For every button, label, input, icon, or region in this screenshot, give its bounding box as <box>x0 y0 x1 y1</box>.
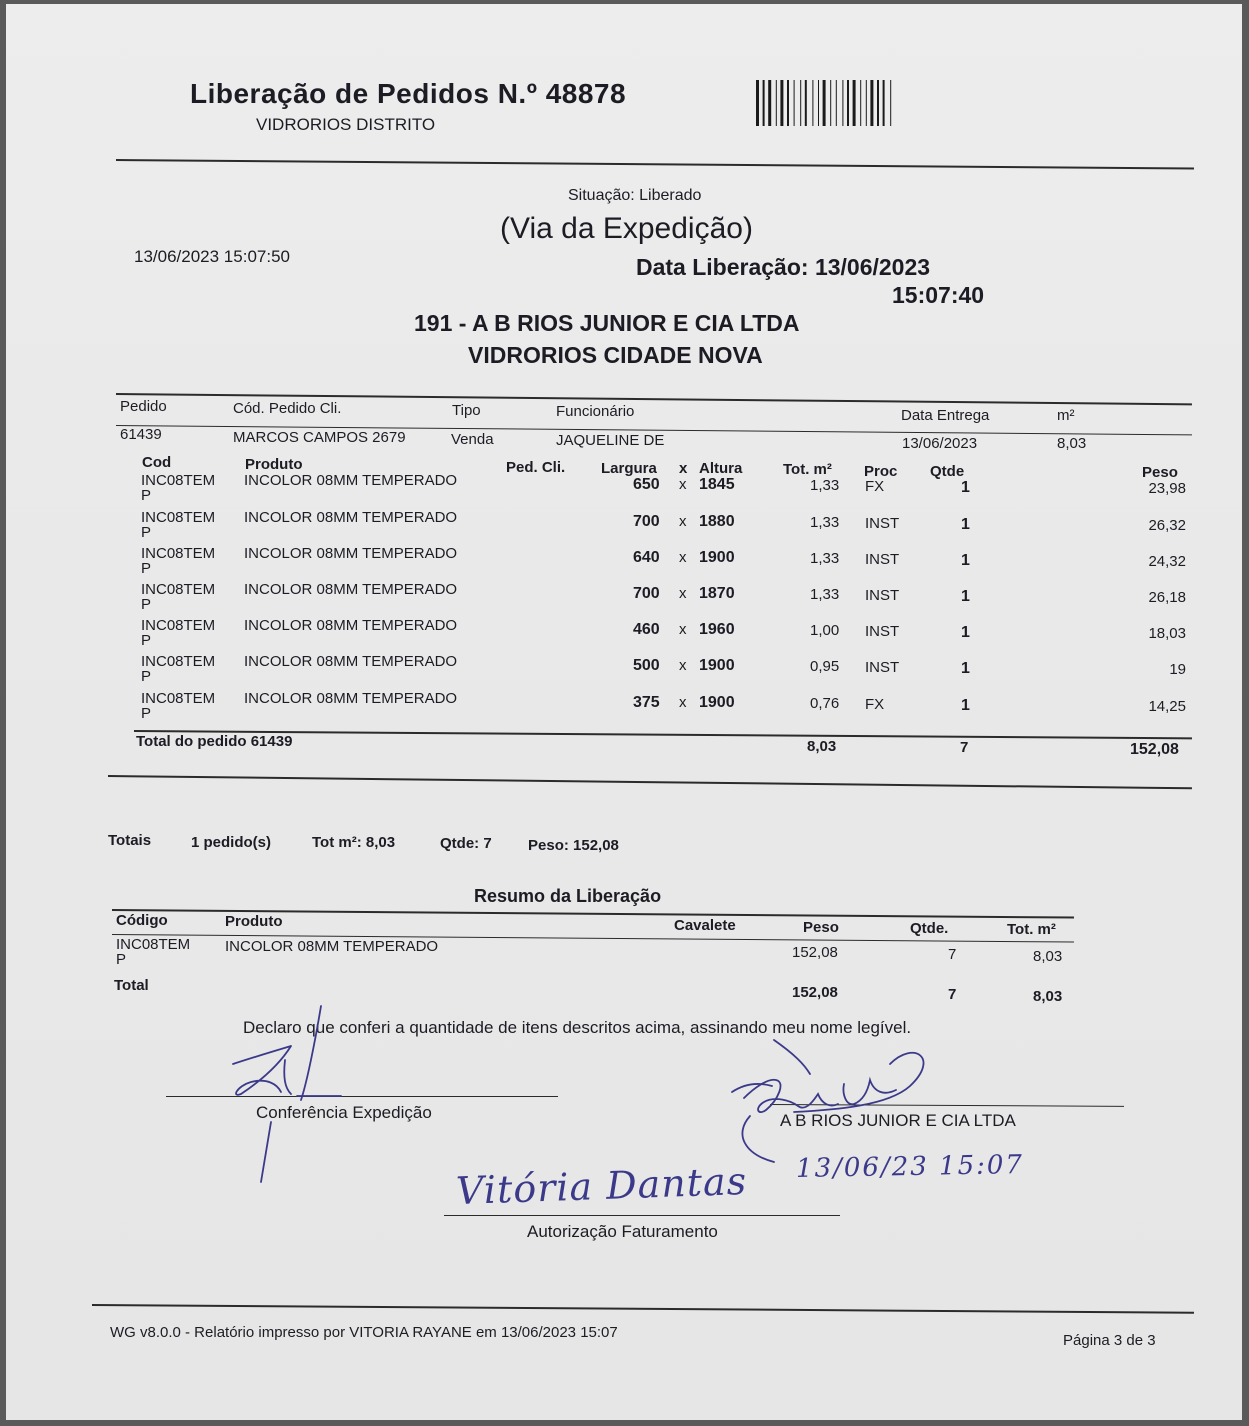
item-proc: INST <box>865 587 900 604</box>
conference-label: Conferência Expedição <box>256 1103 432 1122</box>
summary-row-product: INCOLOR 08MM TEMPERADO <box>225 938 439 955</box>
company-subtitle: VIDRORIOS DISTRITO <box>256 115 436 134</box>
summary-row-code: INC08TEM <box>116 936 191 953</box>
client-signature-label: A B RIOS JUNIOR E CIA LTDA <box>780 1111 1016 1130</box>
item-tot-m2: 1,33 <box>810 514 840 531</box>
order-delivery-date: 13/06/2023 <box>902 435 978 452</box>
item-altura: 1960 <box>699 621 735 638</box>
items-col-cod: Cod <box>142 454 172 471</box>
item-proc: INST <box>865 551 900 568</box>
col-pedido: Pedido <box>120 398 167 415</box>
item-produto: INCOLOR 08MM TEMPERADO <box>244 617 458 634</box>
item-peso: 18,03 <box>1148 625 1186 642</box>
order-total-qtde: 7 <box>960 739 969 756</box>
item-peso: 24,32 <box>1148 553 1186 570</box>
item-tot-m2: 0,95 <box>810 658 840 675</box>
item-cod2: P <box>141 632 152 649</box>
item-cod1: INC08TEM <box>141 545 216 562</box>
item-largura: 700 <box>633 513 660 530</box>
items-col-qtde: Qtde <box>930 463 965 480</box>
document-page <box>6 4 1242 1420</box>
totals-label: Totais <box>108 832 152 849</box>
order-type: Venda <box>451 431 494 448</box>
release-time: 15:07:40 <box>892 282 985 308</box>
item-peso: 14,25 <box>1148 698 1186 715</box>
client-signature <box>714 1034 984 1174</box>
item-proc: FX <box>865 696 885 713</box>
item-cod2: P <box>141 668 152 685</box>
summary-col-qtde: Qtde. <box>910 920 949 937</box>
footer-line <box>92 1304 1194 1314</box>
customer-store: VIDRORIOS CIDADE NOVA <box>468 342 763 368</box>
totals-peso: Peso: 152,08 <box>528 837 619 854</box>
order-employee: JAQUELINE DE <box>556 432 665 449</box>
order-bottom-line <box>108 775 1192 789</box>
item-largura: 650 <box>633 476 660 493</box>
item-tot-m2: 1,33 <box>810 586 840 603</box>
item-x: x <box>679 694 687 711</box>
item-largura: 375 <box>633 694 660 711</box>
summary-col-cavalete: Cavalete <box>674 917 736 934</box>
col-cod-pedido-cli: Cód. Pedido Cli. <box>233 400 342 417</box>
summary-row-m2: 8,03 <box>1033 948 1063 965</box>
item-x: x <box>679 549 687 566</box>
order-m2: 8,03 <box>1057 435 1087 452</box>
item-cod2: P <box>141 705 152 722</box>
item-cod1: INC08TEM <box>141 653 216 670</box>
item-qtde: 1 <box>961 660 970 677</box>
item-proc: INST <box>865 659 900 676</box>
col-funcionario: Funcionário <box>556 403 635 420</box>
item-cod1: INC08TEM <box>141 690 216 707</box>
handwritten-date: 13/06/23 15:07 <box>795 1150 1025 1184</box>
items-col-ped-cli: Ped. Cli. <box>506 459 566 476</box>
item-cod1: INC08TEM <box>141 509 216 526</box>
summary-total-m2: 8,03 <box>1033 988 1063 1005</box>
item-peso: 26,32 <box>1148 517 1186 534</box>
order-number: 61439 <box>120 426 162 443</box>
item-produto: INCOLOR 08MM TEMPERADO <box>244 653 458 670</box>
item-altura: 1845 <box>699 476 735 493</box>
item-altura: 1900 <box>699 694 735 711</box>
item-largura: 700 <box>633 585 660 602</box>
item-cod1: INC08TEM <box>141 472 216 489</box>
summary-total-qtde: 7 <box>948 986 957 1003</box>
item-cod2: P <box>141 560 152 577</box>
billing-authorization-label: Autorização Faturamento <box>527 1222 718 1241</box>
col-tipo: Tipo <box>452 402 481 419</box>
billing-signature-line <box>444 1215 840 1216</box>
item-qtde: 1 <box>961 516 970 533</box>
item-qtde: 1 <box>961 552 970 569</box>
summary-title: Resumo da Liberação <box>474 886 662 906</box>
item-qtde: 1 <box>961 697 970 714</box>
declaration-text: Declaro que conferi a quantidade de itens descritos acima, assinando meu nome legível. <box>243 1018 912 1037</box>
summary-row-qtde: 7 <box>948 946 957 963</box>
item-produto: INCOLOR 08MM TEMPERADO <box>244 472 458 489</box>
items-col-tot-m2: Tot. m² <box>783 461 832 478</box>
item-largura: 640 <box>633 549 660 566</box>
conference-signature <box>211 1002 351 1192</box>
col-data-entrega: Data Entrega <box>901 407 990 424</box>
item-produto: INCOLOR 08MM TEMPERADO <box>244 509 458 526</box>
item-qtde: 1 <box>961 479 970 496</box>
item-qtde: 1 <box>961 588 970 605</box>
item-cod2: P <box>141 596 152 613</box>
summary-total-label: Total <box>114 977 149 994</box>
summary-col-codigo: Código <box>116 912 168 929</box>
item-proc: FX <box>865 478 885 495</box>
order-total-peso: 152,08 <box>1130 741 1179 758</box>
billing-handwritten-signature: Vitória Dantas <box>455 1158 748 1214</box>
items-col-largura: Largura <box>601 460 657 477</box>
item-produto: INCOLOR 08MM TEMPERADO <box>244 581 458 598</box>
totals-qtde: Qtde: 7 <box>440 835 492 852</box>
summary-col-tot-m2: Tot. m² <box>1007 921 1056 938</box>
item-cod2: P <box>141 487 152 504</box>
summary-row-peso: 152,08 <box>792 944 838 961</box>
item-cod1: INC08TEM <box>141 617 216 634</box>
items-col-produto: Produto <box>245 456 303 473</box>
item-x: x <box>679 621 687 638</box>
items-col-altura: Altura <box>699 460 743 477</box>
items-total-line <box>134 730 1192 739</box>
item-x: x <box>679 476 687 493</box>
item-qtde: 1 <box>961 624 970 641</box>
summary-col-produto: Produto <box>225 913 283 930</box>
item-altura: 1900 <box>699 657 735 674</box>
items-col-x: x <box>679 460 688 477</box>
item-peso: 19 <box>1169 661 1186 678</box>
item-tot-m2: 0,76 <box>810 695 840 712</box>
item-produto: INCOLOR 08MM TEMPERADO <box>244 690 458 707</box>
summary-total-peso: 152,08 <box>792 984 838 1001</box>
footer-print-info: WG v8.0.0 - Relatório impresso por VITORIA RAYANE em 13/06/2023 15:07 <box>110 1324 618 1341</box>
summary-col-peso: Peso <box>803 919 839 936</box>
order-client-code: MARCOS CAMPOS 2679 <box>233 429 406 446</box>
order-total-m2: 8,03 <box>807 738 837 755</box>
item-cod2: P <box>141 524 152 541</box>
header-divider <box>116 159 1194 169</box>
item-proc: INST <box>865 623 900 640</box>
item-cod1: INC08TEM <box>141 581 216 598</box>
item-peso: 26,18 <box>1148 589 1186 606</box>
item-altura: 1880 <box>699 513 735 530</box>
totals-orders: 1 pedido(s) <box>191 834 272 851</box>
summary-row-code-suffix: P <box>116 951 127 968</box>
customer-name: 191 - A B RIOS JUNIOR E CIA LTDA <box>414 310 800 336</box>
item-altura: 1870 <box>699 585 735 602</box>
item-largura: 460 <box>633 621 660 638</box>
item-altura: 1900 <box>699 549 735 566</box>
items-col-proc: Proc <box>864 463 898 480</box>
copy-type-label: (Via da Expedição) <box>500 212 753 245</box>
item-produto: INCOLOR 08MM TEMPERADO <box>244 545 458 562</box>
item-x: x <box>679 585 687 602</box>
item-peso: 23,98 <box>1148 480 1186 497</box>
item-proc: INST <box>865 515 900 532</box>
barcode <box>754 80 944 126</box>
item-tot-m2: 1,00 <box>810 622 840 639</box>
item-largura: 500 <box>633 657 660 674</box>
item-x: x <box>679 657 687 674</box>
release-date: Data Liberação: 13/06/2023 <box>636 254 931 280</box>
print-timestamp: 13/06/2023 15:07:50 <box>134 247 290 266</box>
totals-m2: Tot m²: 8,03 <box>312 834 396 851</box>
item-tot-m2: 1,33 <box>810 550 840 567</box>
items-col-peso: Peso <box>1142 464 1178 481</box>
order-total-label: Total do pedido 61439 <box>136 733 293 750</box>
footer-page-number: Página 3 de 3 <box>1063 1332 1156 1349</box>
item-x: x <box>679 513 687 530</box>
item-tot-m2: 1,33 <box>810 477 840 494</box>
status-label: Situação: Liberado <box>568 187 702 204</box>
document-title: Liberação de Pedidos N.º 48878 <box>190 78 627 109</box>
col-m2: m² <box>1057 407 1075 424</box>
